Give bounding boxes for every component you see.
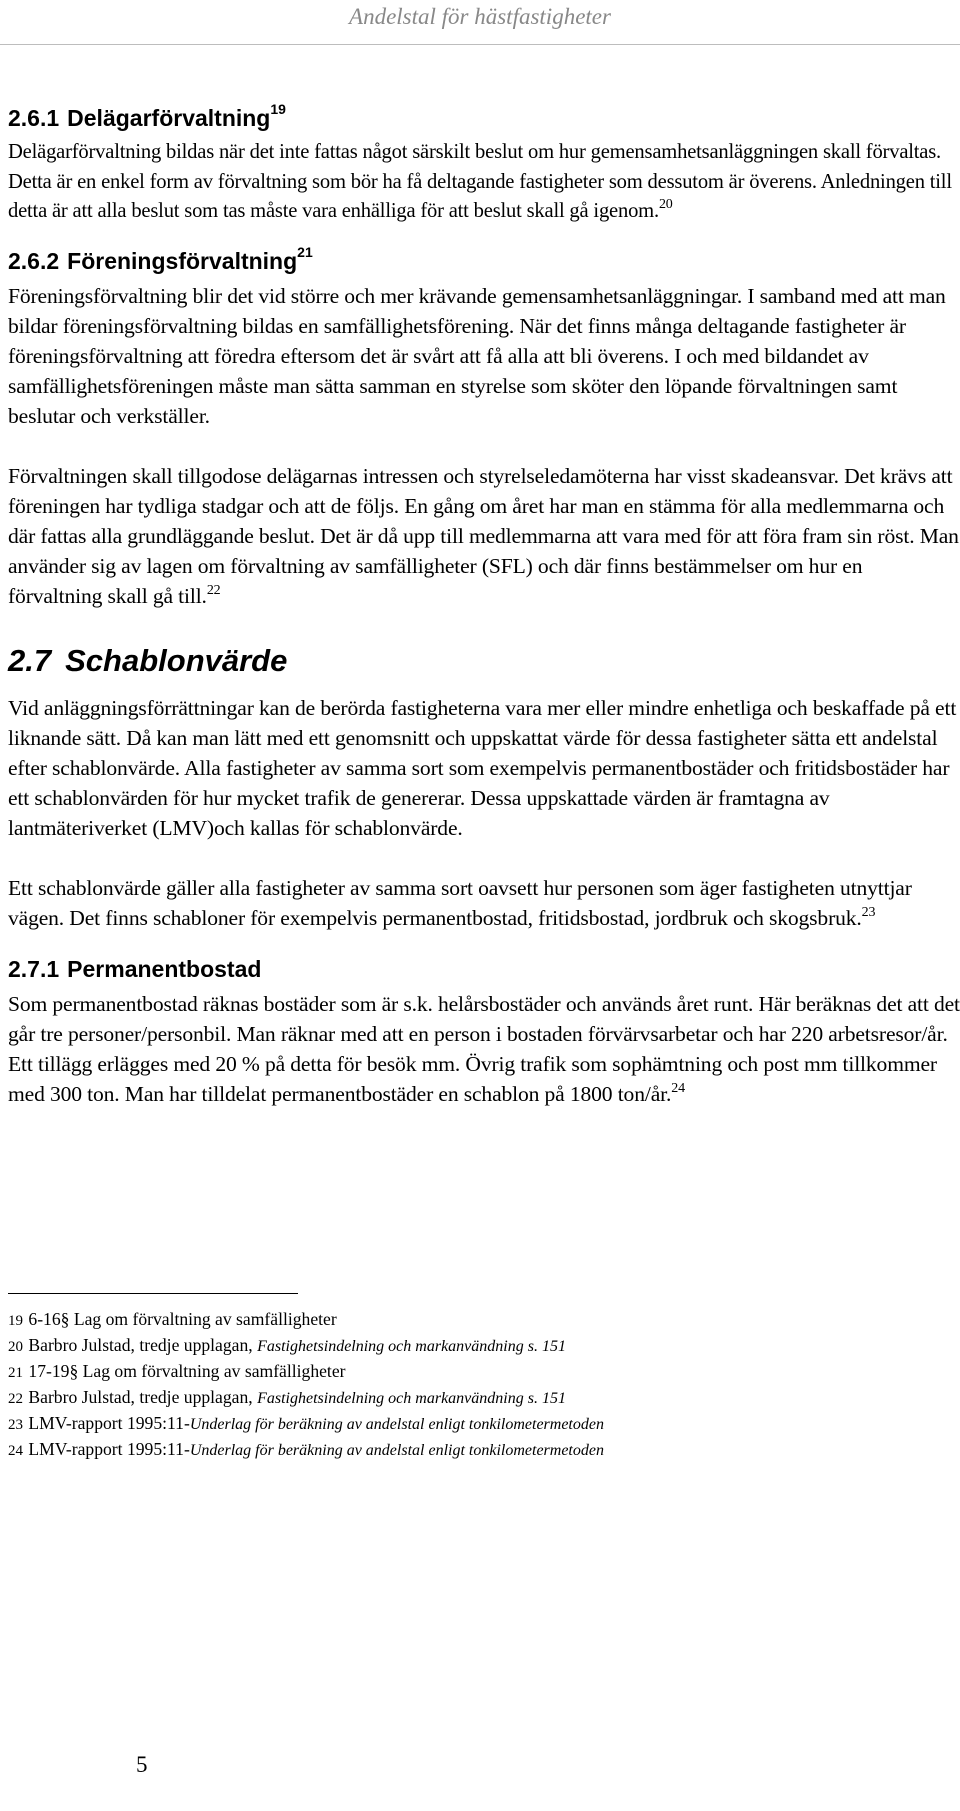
footnote-source: Underlag för beräkning av andelstal enligt tonkilometermetoden [189,1415,604,1433]
footnote-19 [8,1308,948,1334]
footnote-text: LMV-rapport 1995:11- [28,1438,190,1459]
heading-title: Föreningsförvaltning [67,247,298,274]
page-body [8,102,960,1109]
heading-number: 2.6.2 [8,247,60,274]
footnote-24 [8,1438,948,1464]
footnote-number: 24 [8,1442,23,1459]
footnote-23 [8,1412,948,1438]
footnote-number: 23 [8,1416,23,1433]
footnote-ref: 19 [270,101,286,117]
footnote-number: 19 [8,1313,23,1329]
footnote-20 [8,1334,948,1360]
footnote-text: Barbro Julstad, tredje upplagan, [28,1334,258,1355]
footnote-text: Barbro Julstad, tredje upplagan, [28,1386,258,1407]
footnote-text: 6-16§ Lag om förvaltning av samfälligheter [28,1309,337,1329]
heading-number: 2.7 [8,642,52,678]
footnote-separator [8,1293,298,1294]
paragraph-text: Delägarförvaltning bildas när det inte fattas något särskilt beslut om hur gemensamhetsanläggningen skall förvaltas. Detta är en enkel form av förvaltning som bör ha få deltagande fastigheter som dessutom är överens. Anledningen till detta är att alla beslut som tas måste vara enhälliga för att beslut skall gå igenom. [8,141,952,222]
paragraph-text: Ett schablonvärde gäller alla fastigheter av samma sort oavsett hur personen som äger fastigheten utnyttjar vägen. Det finns schabloner för exempelvis permanentbostad, fritidsbostad, jordbruk och skogsbruk. [8,875,912,930]
heading-title: Delägarförvaltning [67,105,271,131]
footnote-source: Fastighetsindelning och markanvändning s. 151 [257,1389,566,1407]
footnote-21 [8,1360,948,1386]
header-rule [0,44,960,45]
paragraph-delagarforvaltning [8,138,960,227]
page-number: 5 [136,1752,148,1777]
heading-number: 2.6.1 [8,105,60,131]
footnote-ref: 21 [297,243,313,260]
footnote-ref: 20 [658,197,673,212]
footnote-number: 21 [8,1364,23,1381]
paragraph-foreningsforvaltning-1: Föreningsförvaltning blir det vid större och mer krävande gemensamhetsanläggningar. I samband med att man bildar föreningsförvaltning bildas en samfällighetsförening. När det finns många deltagande fastigheter är föreningsförvaltning att föredra eftersom det är svårt att få alla att bli överens. I och med bildandet av samfällighetsföreningen måste man sätta samman en styrelse som sköter den löpande förvaltningen samt beslutar och verkställer. [8,283,946,428]
footnote-source: Underlag för beräkning av andelstal enligt tonkilometermetoden [189,1441,604,1459]
heading-2-6-1 [8,102,960,134]
footnote-ref: 23 [861,904,876,920]
paragraph-schablonvarde-1: Vid anläggningsförrättningar kan de berörda fastigheterna vara mer eller mindre enhetliga och beskaffade på ett liknande sätt. Då kan man lätt med ett genomsnitt och uppskattat värde för dessa fastigheter sätta ett andelstal efter schablonvärde. Alla fastigheter av samma sort som exempelvis permanentbostäder och fritidsbostäder har ett schablonvärden för hur mycket trafik de genererar. Dessa uppskattade värden är framtagna av lantmäteriverket (LMV)och kallas för schablonvärde. [8,695,957,840]
running-header: Andelstal för hästfastigheter [349,4,611,29]
footnote-text: LMV-rapport 1995:11- [28,1412,190,1433]
footnote-source: Fastighetsindelning och markanvändning s. 151 [257,1337,566,1355]
footnote-number: 22 [8,1390,23,1407]
heading-number: 2.7.1 [8,955,60,982]
paragraph-schablonvarde-2 [8,873,960,933]
heading-2-6-2 [8,245,960,277]
footnote-text: 17-19§ Lag om förvaltning av samfälligheter [28,1360,346,1381]
heading-2-7 [8,639,960,683]
paragraph-foreningsforvaltning-2 [8,461,960,611]
paragraph-permanentbostad [8,989,960,1109]
heading-2-7-1 [8,953,960,985]
footnotes [8,1308,948,1463]
footnote-22 [8,1386,948,1412]
paragraph-text: Förvaltningen skall tillgodose delägarnas intressen och styrelseledamöterna har visst skadeansvar. Det krävs att föreningen har tydliga stadgar och att de följs. En gång om året har man en stämma för alla medlemmarna och där fattas alla grundläggande beslut. Det är då upp till medlemmarna att vara med för att föra fram sin röst. Man använder sig av lagen om förvaltning av samfälligheter (SFL) och där finns bestämmelser om hur en förvaltning skall gå till. [8,463,959,608]
heading-title: Schablonvärde [65,642,288,678]
footnote-number: 20 [8,1338,23,1355]
footnote-ref: 22 [206,582,221,598]
paragraph-text: Som permanentbostad räknas bostäder som är s.k. helårsbostäder och används året runt. Här beräknas det att det går tre personer/personbil. Man räknar med att en person i bostaden förvärvsarbetar och har 220 arbetsresor/år. Ett tillägg erlägges med 20 % på detta för besök mm. Övrig trafik som sophämtning och post mm tillkommer med 300 ton. Man har tilldelat permanentbostäder en schablon på 1800 ton/år. [8,991,960,1106]
footnote-ref: 24 [671,1080,685,1096]
heading-title: Permanentbostad [67,955,262,982]
